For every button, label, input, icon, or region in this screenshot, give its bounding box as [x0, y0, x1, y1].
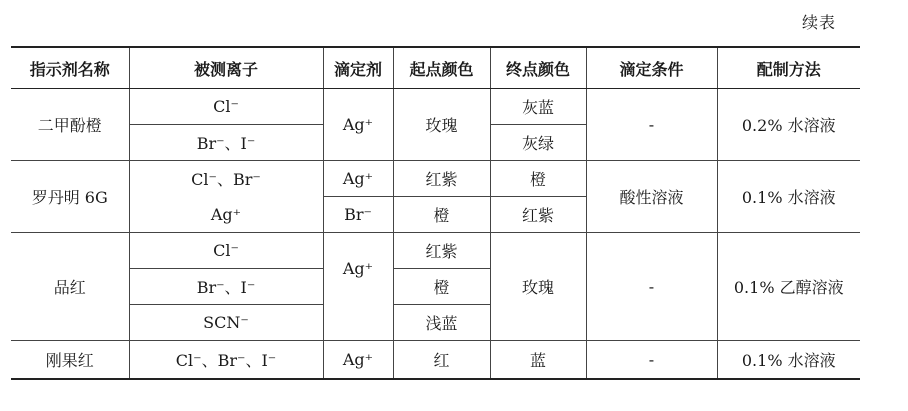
indicator-name: 刚果红 — [11, 341, 129, 380]
header-titrant: 滴定剂 — [323, 47, 393, 89]
start-color: 红 — [393, 341, 490, 380]
preparation-method: 0.1% 水溶液 — [717, 161, 860, 233]
continued-label: 续表 — [801, 13, 836, 32]
indicator-table — [11, 46, 860, 380]
indicator-name: 品红 — [11, 233, 129, 341]
preparation-method: 0.1% 乙醇溶液 — [717, 233, 860, 341]
titrant: Br⁻ — [323, 197, 393, 233]
measured-ion: Br⁻、I⁻ — [129, 125, 323, 161]
titrant: Ag⁺ — [323, 89, 393, 161]
header-end-color: 终点颜色 — [490, 47, 586, 89]
measured-ion: SCN⁻ — [129, 305, 323, 341]
measured-ion: Cl⁻、Br⁻ — [129, 161, 323, 197]
measured-ion: Cl⁻ — [129, 89, 323, 125]
table-row — [11, 89, 860, 125]
header-indicator-name: 指示剂名称 — [11, 47, 129, 89]
titrant: Ag⁺ — [323, 233, 393, 341]
end-color: 玫瑰 — [490, 233, 586, 341]
end-color: 灰蓝 — [490, 89, 586, 125]
measured-ion: Cl⁻、Br⁻、I⁻ — [129, 341, 323, 380]
titrant: Ag⁺ — [323, 341, 393, 380]
titration-condition: - — [586, 233, 717, 341]
table-row — [11, 233, 860, 269]
titration-condition: - — [586, 89, 717, 161]
measured-ion: Cl⁻ — [129, 233, 323, 269]
start-color: 橙 — [393, 269, 490, 305]
indicator-name: 二甲酚橙 — [11, 89, 129, 161]
indicator-name: 罗丹明 6G — [11, 161, 129, 233]
start-color: 橙 — [393, 197, 490, 233]
header-start-color: 起点颜色 — [393, 47, 490, 89]
preparation-method: 0.2% 水溶液 — [717, 89, 860, 161]
titration-condition: - — [586, 341, 717, 380]
end-color: 蓝 — [490, 341, 586, 380]
end-color: 橙 — [490, 161, 586, 197]
start-color: 红紫 — [393, 161, 490, 197]
end-color: 红紫 — [490, 197, 586, 233]
preparation-method: 0.1% 水溶液 — [717, 341, 860, 380]
table-row — [11, 161, 860, 197]
header-measured-ion: 被测离子 — [129, 47, 323, 89]
header-condition: 滴定条件 — [586, 47, 717, 89]
start-color: 红紫 — [393, 233, 490, 269]
table-header-row — [11, 47, 860, 89]
titration-condition: 酸性溶液 — [586, 161, 717, 233]
header-preparation: 配制方法 — [717, 47, 860, 89]
measured-ion: Br⁻、I⁻ — [129, 269, 323, 305]
measured-ion: Ag⁺ — [129, 197, 323, 233]
start-color: 玫瑰 — [393, 89, 490, 161]
start-color: 浅蓝 — [393, 305, 490, 341]
end-color: 灰绿 — [490, 125, 586, 161]
table-row — [11, 341, 860, 380]
titrant: Ag⁺ — [323, 161, 393, 197]
